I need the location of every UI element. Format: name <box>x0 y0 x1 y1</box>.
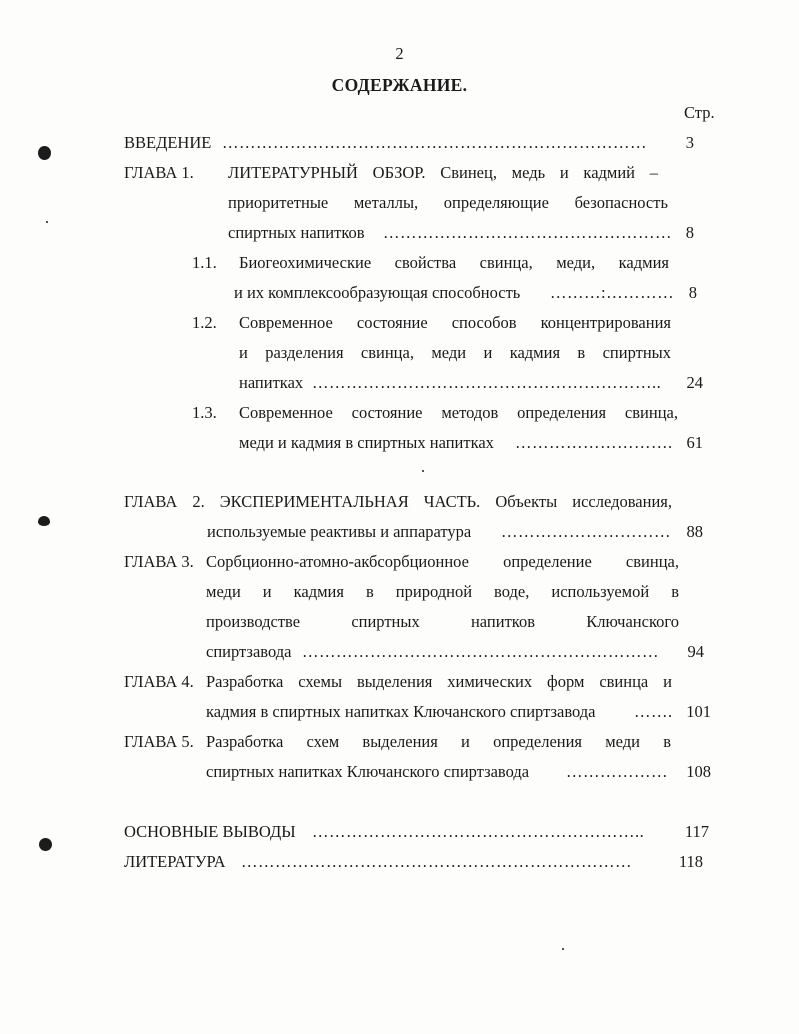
toc-line: спиртзавода <box>206 642 292 661</box>
toc-page: 118 <box>678 852 703 871</box>
toc-line: Разработка схемы выделения химических форм свинца и <box>206 672 672 691</box>
toc-line: ГЛАВА 2. ЭКСПЕРИМЕНТАЛЬНАЯ ЧАСТЬ. Объекты исследования, <box>124 492 672 511</box>
scan-dot <box>46 221 48 223</box>
toc-line: спиртных напитках Ключанского спиртзавода <box>206 762 530 781</box>
toc-dots: ………:………… <box>550 283 675 302</box>
toc-line: используемые реактивы и аппаратура <box>207 522 472 541</box>
toc-label: ОСНОВНЫЕ ВЫВОДЫ <box>124 822 296 841</box>
toc-dots: ……. <box>634 702 673 721</box>
toc-label: ЛИТЕРАТУРА <box>124 852 226 871</box>
page-column-header: Стр. <box>684 103 715 122</box>
toc-dots: ………………………………………………………………… <box>222 133 647 152</box>
toc-dots: ……………… <box>566 762 668 781</box>
toc-label: ГЛАВА 5. <box>124 732 194 751</box>
scan-speck <box>39 838 52 851</box>
scan-dot <box>422 470 424 472</box>
toc-page: 3 <box>685 133 694 152</box>
page-title: СОДЕРЖАНИЕ. <box>331 75 468 95</box>
toc-line: Современное состояние методов определения свинца, <box>239 403 678 422</box>
toc-dots: ………………………. <box>515 433 673 452</box>
toc-page: 88 <box>686 522 703 541</box>
toc-line: ЛИТЕРАТУРНЫЙ ОБЗОР. Свинец, медь и кадмий – <box>228 163 658 182</box>
toc-line: приоритетные металлы, определяющие безопасность <box>228 193 668 212</box>
toc-label: ГЛАВА 1. <box>124 163 194 182</box>
toc-page: 108 <box>686 762 711 781</box>
toc-line: производстве спиртных напитков Ключанского <box>206 612 679 631</box>
toc-page: 61 <box>686 433 703 452</box>
toc-line: Сорбционно-атомно-акбсорбционное определение свинца, <box>206 552 679 571</box>
scan-speck <box>38 516 50 526</box>
toc-dots: …………………………………………………………… <box>241 852 632 871</box>
toc-dots: …………………………………………… <box>383 223 672 242</box>
toc-line: и разделения свинца, меди и кадмия в спиртных <box>239 343 671 362</box>
toc-number: 1.2. <box>192 313 217 332</box>
toc-line: меди и кадмия в природной воде, используемой в <box>206 582 679 601</box>
scan-speck <box>38 146 51 160</box>
toc-number: 1.3. <box>192 403 217 422</box>
toc-line: Биогеохимические свойства свинца, меди, кадмия <box>239 253 669 272</box>
toc-dots: ………………………… <box>501 522 671 541</box>
toc-number: 1.1. <box>192 253 217 272</box>
toc-label: ВВЕДЕНИЕ <box>124 133 212 152</box>
toc-page: 101 <box>686 702 711 721</box>
toc-line: Разработка схем выделения и определения меди в <box>206 732 671 751</box>
toc-dots: …………………………………………………….. <box>312 373 662 392</box>
toc-line: и их комплексообразующая способность <box>234 283 521 302</box>
toc-dots: ………………………………………………….. <box>312 822 645 841</box>
toc-page: 24 <box>686 373 703 392</box>
toc-dots: ……………………………………………………… <box>302 642 659 661</box>
toc-page: 117 <box>684 822 709 841</box>
toc-line: Современное состояние способов концентрирования <box>239 313 671 332</box>
toc-page: 94 <box>687 642 704 661</box>
toc-line: напитках <box>239 373 304 392</box>
toc-label: ГЛАВА 3. <box>124 552 194 571</box>
page-number: 2 <box>395 44 404 63</box>
scan-dot <box>562 948 564 950</box>
toc-line: кадмия в спиртных напитках Ключанского спиртзавода <box>206 702 596 721</box>
toc-line: спиртных напитков <box>228 223 365 242</box>
toc-label: ГЛАВА 4. <box>124 672 194 691</box>
toc-line: меди и кадмия в спиртных напитках <box>239 433 494 452</box>
toc-page: 8 <box>688 283 697 302</box>
toc-page: 8 <box>685 223 694 242</box>
